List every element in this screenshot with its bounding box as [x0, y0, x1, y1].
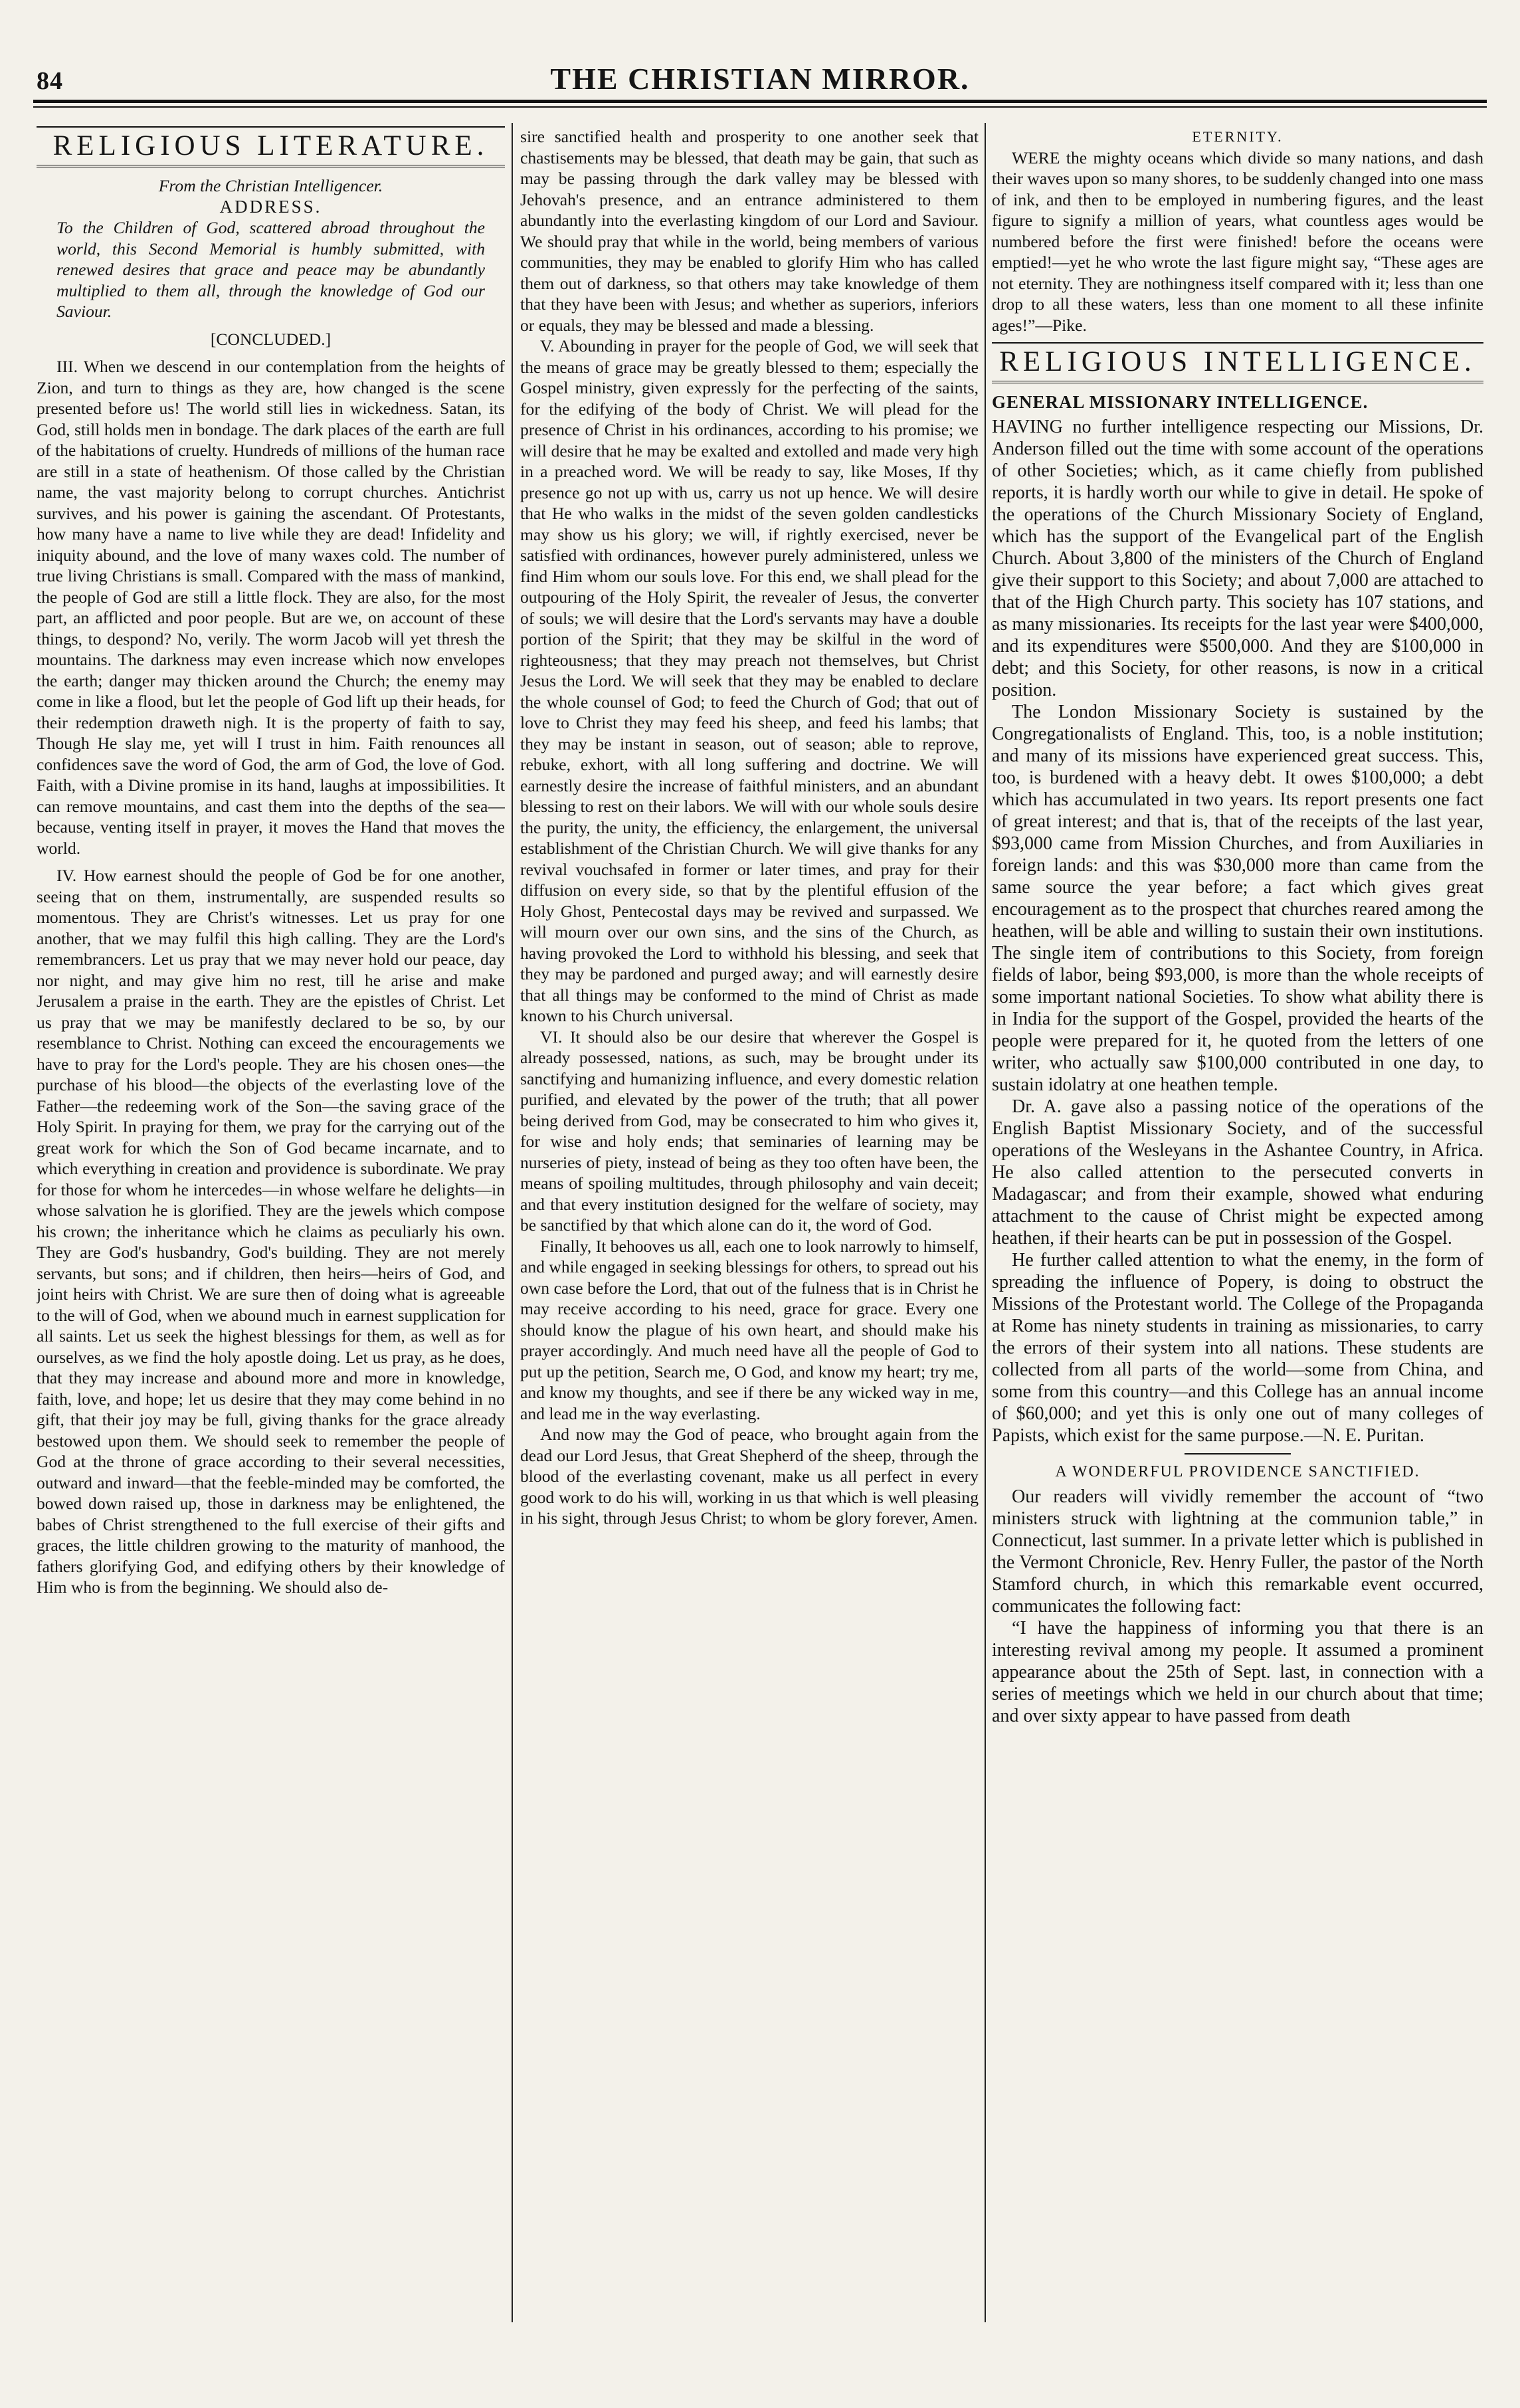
paragraph: Our readers will vividly remember the account of “two ministers struck with lightning at the communion table,” in Connecticut, last summer. In a private letter which is published in the Vermont Chronicle, Rev. Henry Fuller, the pastor of the North Stamford church, in which this remarkable event occurred, communicates the following fact:: [992, 1486, 1483, 1617]
column-divider-1: [512, 123, 513, 2322]
section-title-religious-literature: RELIGIOUS LITERATURE.: [37, 126, 505, 167]
paragraph: VI. It should also be our desire that wherever the Gospel is already possessed, nations, as such, may be brought under its sanctifying and humanizing influence, and every domestic relation purified, and elevated by the power of the truth; that all power being derived from God, may be consecrated to him who gives it, for wise and holy ends; that seminaries of learning may be nurseries of piety, instead of being as they too often have been, the means of spoiling multitudes, through philosophy and vain deceit; and that every institution designed for the welfare of society, may be sanctified by that which alone can do it, the word of God.: [520, 1027, 979, 1235]
concluded-note: [CONCLUDED.]: [210, 329, 332, 349]
paragraph: V. Abounding in prayer for the people of God, we will seek that the means of grace may be greatly blessed to them; especially the Gospel ministry, given expressly for the perfecting of the saints, for the edifying of the body of Christ. We will plead for the presence of Christ in his ordinances, according to his promise; we will desire that he may be exalted and extolled and made very high in a preached word. We will be ready to say, like Moses, If thy presence go not up with us, carry us not up hence. We will desire that He who walks in the midst of the seven golden candlesticks may show us his glory; we will, if rightly exercised, never be satisfied with ordinances, however purely administered, unless we find Him whom our souls love. For this end, we shall plead for the outpouring of the Holy Spirit, the revealer of Jesus, the converter of souls; we will desire that the Lord's servants may have a double portion of the Spirit; that they may be skilful in the word of righteousness; that they may preach not themselves, but Christ Jesus the Lord. We will seek that they may be enabled to declare the whole counsel of God; to feed the Church of God; that out of love to Christ they may feed his sheep, and feed his lambs; that they may be instant in season, out of season; able to reprove, rebuke, exhort, with all long suffering and doctrine. We will earnestly desire the increase of faithful ministers, and an abundant blessing to rest on their labors. We will with our whole souls desire the purity, the unity, the efficiency, the enlargement, the universal establishment of the Christian Church. We will give thanks for any revival vouchsafed in former or later times, and pray for their diffusion on every side, so that by the plentiful effusion of the Holy Ghost, Pentecostal days may be revived and surpassed. We will mourn over our own sins, and the sins of the Church, as having provoked the Lord to withhold his blessing, and seek that they may be pardoned and purged away; and will earnestly desire that all things may be conformed to the mind of Christ as made known to his Church universal.: [520, 336, 979, 1025]
column-3: [992, 126, 1483, 2312]
article-dedication: To the Children of God, scattered abroad throughout the world, this Second Memorial is humbly submitted, with renewed desires that grace and peace may be abundantly multiplied to them all, through the knowledge of God our Saviour.: [56, 218, 485, 321]
paragraph: III. When we descend in our contemplation from the heights of Zion, and turn to things as they are, how changed is the scene presented before us! The world still lies in wickedness. Satan, its God, still holds men in bondage. The dark places of the earth are full of the habitations of cruelty. Hundreds of millions of the human race are still in a state of heathenism. Of those called by the Christian name, the vast majority belong to corrupt churches. Antichrist survives, and his power is gaining the ascendant. Of Protestants, how many have a name to live while they are dead! Infidelity and iniquity abound, and the love of many waxes cold. The number of true living Christians is small. Compared with the mass of mankind, the people of God are still a little flock. They are also, for the most part, an afflicted and poor people. But are we, on account of these things, to despond? No, verily. The worm Jacob will yet thresh the mountains. The darkness may even increase which now envelopes the earth; danger may thicken around the Church; the enemy may come in like a flood, but let the people of God lift up their heads, for their redemption draweth nigh. It is the property of faith to say, Though He slay me, yet will I trust in him. Faith renounces all confidences save the word of God, the arm of God, the love of God. Faith, with a Divine promise in its hand, laughs at impossibilities. It can remove mountains, and cast them into the depths of the sea—because, venting itself in prayer, it moves the Hand that moves the world.: [37, 357, 505, 858]
paragraph: Dr. A. gave also a passing notice of the operations of the English Baptist Missionary Society, and of the successful operations of the Wesleyans in the Ashantee Country, in Africa. He also called attention to the persecuted converts in Madagascar; and from their example, showed what enduring attachment to the cause of Christ might be expected among heathen, if their hearts can be put in possession of the Gospel.: [992, 1096, 1483, 1249]
paragraph: Finally, It behooves us all, each one to look narrowly to himself, and while engaged in seeking blessings for others, to spread out his own case before the Lord, that out of the fulness that is in Christ he may receive according to his need, grace for grace. Every one should know the plague of his own heart, and should make his prayer accordingly. And much need have all the people of God to put up the petition, Search me, O God, and know my heart; try me, and know my thoughts, and see if there be any wicked way in me, and lead me in the way everlasting.: [520, 1236, 979, 1423]
paragraph: And now may the God of peace, who brought again from the dead our Lord Jesus, that Great Shepherd of the sheep, through the blood of the everlasting covenant, make us all perfect in every good work to do his will, working in us that which is well pleasing in his sight, through Jesus Christ; to whom be glory forever, Amen.: [520, 1425, 979, 1528]
separator-rule: [1185, 1453, 1291, 1455]
article-source: From the Christian Intelligencer.: [158, 176, 383, 195]
paragraph: sire sanctified health and prosperity to one another seek that chastisements may be blessed, that death may be gain, that such as may be passing through the dark valley may be blessed with Jehovah's presence, and an entrance administered to them abundantly into the everlasting kingdom of our Lord and Saviour. We should pray that while in the world, being members of various communities, they may be enabled to glorify Him who has called them out of darkness, so that others may take knowledge of them that they have been with Jesus; and whether as superiors, inferiors or equals, they may be blessed and made a blessing.: [520, 127, 979, 335]
column-divider-2: [985, 123, 986, 2322]
eternity-text: WERE the mighty oceans which divide so many nations, and dash their waves upon so many shores, to be suddenly changed into one mass of ink, and then to be employed in numbering figures, and the least figure to signify a million of years, what countless ages would be numbered before the first were finished! before the oceans were emptied!—yet he who wrote the last figure might say, “These ages are not eternity. They are nothingness itself compared with it; less than one drop to all these waters, less than one moment to all these infinite ages!”—Pike.: [992, 148, 1483, 335]
masthead: THE CHRISTIAN MIRROR.: [550, 62, 970, 96]
paragraph: HAVING no further intelligence respecting our Missions, Dr. Anderson filled out the time with some account of the operations of other Societies; which, as it came chiefly from published reports, it is hardly worth our while to give in detail. He spoke of the operations of the Church Missionary Society of England, which has the support of the Evangelical part of the English Church. About 3,800 of the ministers of the Church of England give their support to this Society; and about 7,000 are attached to that of the High Church party. This society has 107 stations, and as many missionaries. Its receipts for the last year were $400,000, and its expenditures were $500,000. And they are $100,000 in debt; and this Society, for other reasons, is now in a critical position.: [992, 417, 1483, 700]
section-title-religious-intelligence: RELIGIOUS INTELLIGENCE.: [992, 342, 1483, 383]
providence-title: A WONDERFUL PROVIDENCE SANCTIFIED.: [1055, 1463, 1420, 1480]
column-2: [520, 126, 979, 2312]
paragraph: He further called attention to what the enemy, in the form of spreading the influence of Popery, is doing to obstruct the Missions of the Protestant world. The College of the Propaganda at Rome has ninety students in training as missionaries, to carry the errors of their system into all nations. These students are collected from all parts of the world—some from China, and some from this country—and this College has an annual income of $60,000; and yet this is only one out of many colleges of Papists, which exist for the same purpose.—N. E. Puritan.: [992, 1250, 1483, 1446]
column-1: [37, 126, 505, 2312]
header-rule-thin: [33, 106, 1487, 108]
paragraph: IV. How earnest should the people of God be for one another, seeing that on them, instrumentally, are suspended results so momentous. They are Christ's witnesses. Let us pray for one another, that we may fulfil this high calling. They are the Lord's remembrancers. Let us pray that we may never hold our peace, day nor night, and may give him no rest, till he arise and make Jerusalem a praise in the earth. They are the epistles of Christ. Let us pray that we may be manifestly declared to be so, by our resemblance to Christ. Nothing can exceed the encouragements we have to pray for the Lord's people. They are his chosen ones—the purchase of his blood—the objects of the everlasting love of the Father—the redeeming work of the Son—the saving grace of the Holy Spirit. In praying for them, we pray for the carrying out of the great work for which the Son of God became incarnate, and to which everything in creation and providence is subordinate. We pray for those for whom he intercedes—in whose welfare he delights—in whose salvation he is glorified. They are the jewels which compose his crown; the inheritance which he claims as peculiarly his own. They are God's husbandry, God's building. They are not merely servants, but sons; and if children, then heirs—heirs of God, and joint heirs with Christ. We are sure then of doing what is agreeable to the will of God, when we abound much in earnest supplication for all saints. Let us seek the highest blessings for them, as well as for ourselves, as we find the holy apostle doing. Let us pray, as he does, that they may increase and abound more and more in knowledge, faith, love, and hope; let us desire that they may come behind in no gift, that their joy may be full, giving thanks for the grace already bestowed upon them. We should seek to remember the people of God at the throne of grace according to their several necessities, outward and inward—that the feeble-minded may be comforted, the bowed down raised up, those in darkness may be enlightened, the babes of Christ strengthened to the full exercise of their gifts and graces, the little children growing to the maturity of manhood, the fathers glorifying God, and edifying others by their knowledge of Him who is from the beginning. We should also de-: [37, 866, 505, 1597]
paragraph: “I have the happiness of informing you that there is an interesting revival among my people. It assumed a prominent appearance about the 25th of Sept. last, in connection with a series of meetings which we held in our church about that time; and over sixty appear to have passed from death: [992, 1618, 1483, 1726]
eternity-title: ETERNITY.: [1192, 128, 1283, 145]
header-rule: [33, 100, 1487, 103]
page-number: 84: [37, 67, 63, 95]
missionary-title: GENERAL MISSIONARY INTELLIGENCE.: [992, 392, 1369, 412]
article-title: ADDRESS.: [219, 196, 322, 217]
paragraph: The London Missionary Society is sustained by the Congregationalists of England. This, too, is a noble institution; and many of its missions have experienced great success. This, too, is burdened with a heavy debt. It owes $100,000; a debt which has accumulated in two years. Its report presents one fact of great interest; and that is, that of the receipts of the last year, $93,000 came from Mission Churches, and from Auxiliaries in foreign lands: and this was $30,000 more than came from the same source the year before; a fact which gives great encouragement as to the prospect that churches reared among the heathen, will be able and willing to sustain their own institutions. The single item of contributions to this Society, from foreign fields of labor, being $93,000, is more than the whole receipts of some important national Societies. To show what ability there is in India for the support of the Gospel, provided the hearts of the people were prepared for it, he quoted from the letters of one writer, who actually saw $100,000 contributed in one day, to sustain idolatry at one heathen temple.: [992, 702, 1483, 1095]
